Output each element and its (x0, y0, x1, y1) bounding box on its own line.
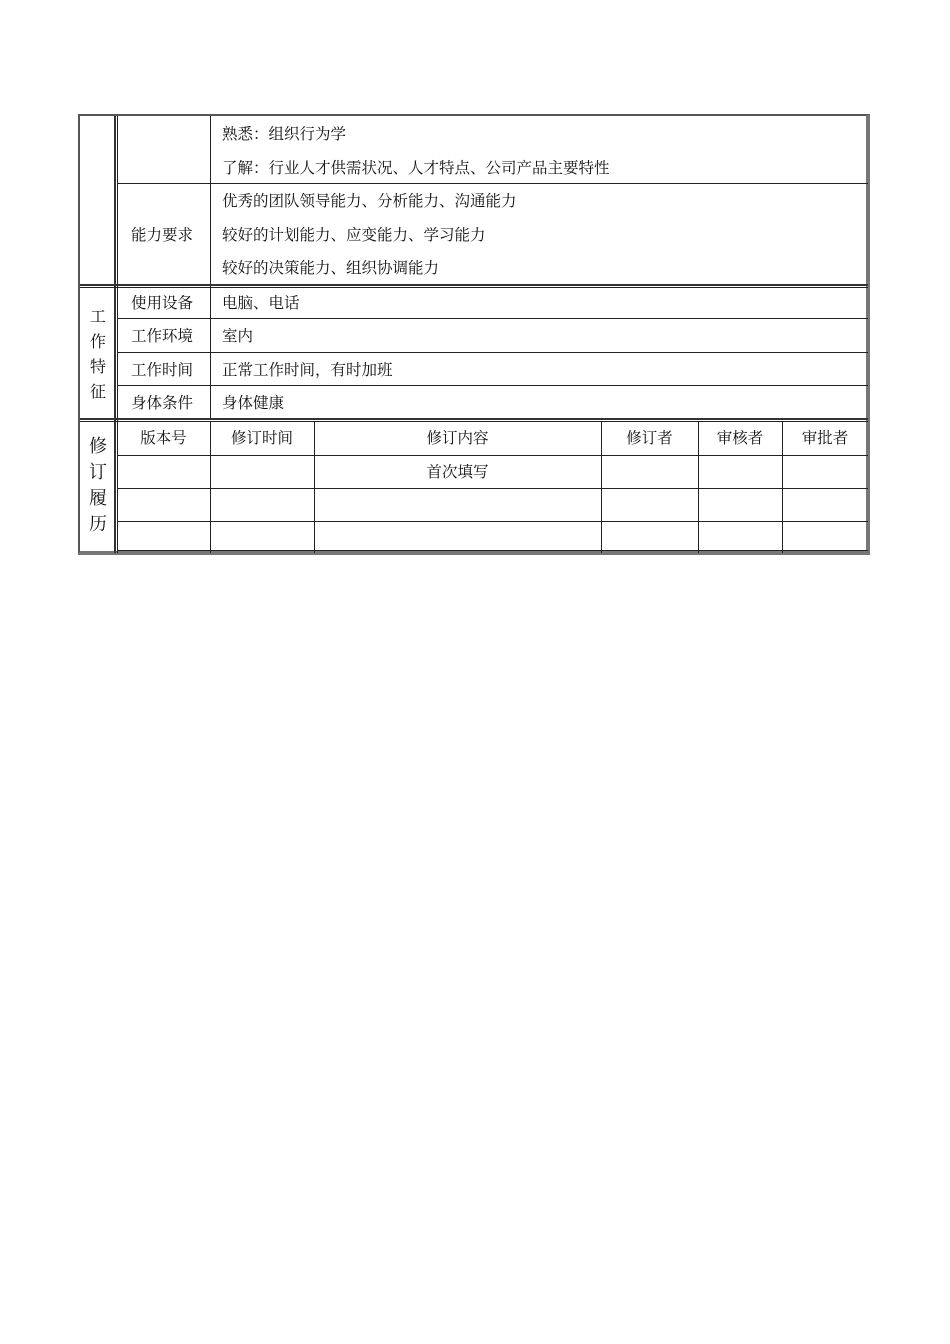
section-char: 订 (89, 462, 107, 483)
header-revision-content: 修订内容 (426, 429, 489, 447)
divider (117, 318, 868, 319)
knowledge-line-understand: 了解：行业人才供需状况、人才特点、公司产品主要特性 (222, 159, 610, 177)
physical-condition-value: 身体健康 (222, 394, 285, 412)
section-char: 履 (89, 488, 107, 509)
section-char: 工 (89, 307, 106, 326)
header-reviewer: 审核者 (716, 429, 764, 447)
section-char: 征 (89, 382, 106, 401)
divider (80, 418, 868, 420)
job-description-table (78, 114, 870, 555)
work-time-label: 工作时间 (131, 361, 194, 379)
divider (117, 385, 868, 386)
header-version: 版本号 (140, 429, 187, 447)
physical-condition-label: 身体条件 (131, 394, 194, 412)
header-approver: 审批者 (801, 429, 849, 447)
revision-history-section-label (80, 434, 116, 538)
divider (210, 116, 211, 420)
divider (80, 284, 868, 286)
section-char: 特 (89, 357, 106, 376)
ability-line: 优秀的团队领导能力、分析能力、沟通能力 (222, 192, 517, 210)
ability-label: 能力要求 (131, 226, 194, 244)
work-time-value: 正常工作时间，有时加班 (222, 361, 393, 379)
divider (80, 287, 868, 288)
divider (117, 550, 868, 551)
equipment-label: 使用设备 (131, 294, 194, 312)
divider (117, 455, 868, 456)
divider (117, 183, 868, 184)
knowledge-line-familiar: 熟悉：组织行为学 (222, 125, 347, 143)
divider (117, 352, 868, 353)
divider (117, 521, 868, 522)
divider (117, 488, 868, 489)
environment-label: 工作环境 (131, 327, 194, 345)
section-char: 作 (89, 332, 106, 351)
equipment-value: 电脑、电话 (222, 294, 300, 312)
section-char: 历 (89, 514, 107, 535)
header-reviser: 修订者 (626, 429, 673, 447)
header-revision-time: 修订时间 (230, 429, 293, 447)
work-features-section-label (80, 304, 116, 404)
ability-line: 较好的计划能力、应变能力、学习能力 (222, 226, 486, 244)
divider (80, 421, 868, 422)
environment-value: 室内 (222, 327, 254, 345)
ability-line: 较好的决策能力、组织协调能力 (222, 259, 440, 277)
section-char: 修 (89, 436, 107, 457)
revision-content-first: 首次填写 (426, 463, 489, 481)
